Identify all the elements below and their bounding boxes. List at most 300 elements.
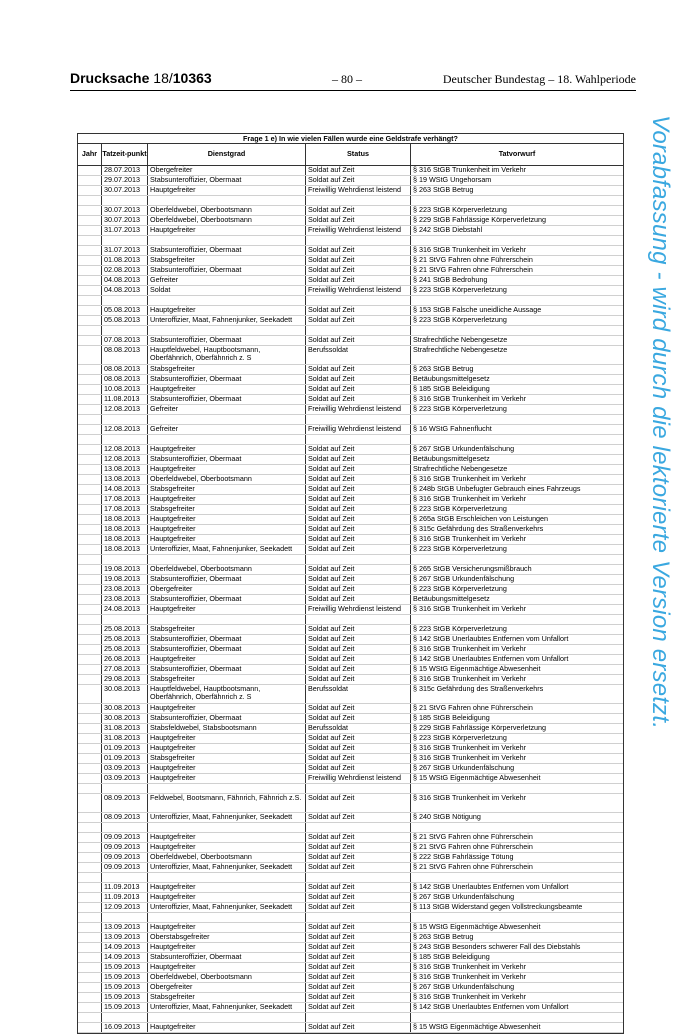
- cell-tatvorwurf: Betäubungsmittelgesetz: [413, 595, 490, 603]
- table-row: [78, 445, 623, 455]
- cell-dienstgrad: [148, 196, 306, 205]
- cell-dienstgrad: Hauptgefreiter: [148, 704, 306, 713]
- cell-tatzeitpunkt: [102, 873, 148, 882]
- header-rule: [70, 90, 636, 91]
- cell-status: Soldat auf Zeit: [306, 595, 411, 604]
- cell-tatzeitpunkt: 12.08.2013: [102, 405, 148, 414]
- cell-dienstgrad: Hauptgefreiter: [148, 734, 306, 743]
- table-row: [78, 276, 623, 286]
- cell-tatvorwurf: [411, 236, 623, 245]
- column-header-dienstgrad: Dienstgrad: [148, 144, 306, 165]
- cell-jahr: [78, 595, 102, 604]
- table-row: [78, 704, 623, 714]
- table-row: [78, 853, 623, 863]
- cell-dienstgrad: [148, 873, 306, 882]
- table-row: [78, 236, 623, 246]
- cell-tatzeitpunkt: 08.09.2013: [102, 794, 148, 812]
- cell-tatzeitpunkt: 12.08.2013: [102, 445, 148, 454]
- table-row: [78, 575, 623, 585]
- cell-jahr: [78, 505, 102, 514]
- cell-status: Soldat auf Zeit: [306, 166, 411, 175]
- table-row: [78, 585, 623, 595]
- cell-status: Soldat auf Zeit: [306, 1023, 411, 1032]
- cell-tatzeitpunkt: 05.08.2013: [102, 316, 148, 325]
- cell-status: Soldat auf Zeit: [306, 505, 411, 514]
- cell-tatvorwurf: § 223 StGB Körperverletzung: [413, 505, 507, 513]
- cell-status: Soldat auf Zeit: [306, 445, 411, 454]
- cell-dienstgrad: [148, 1013, 306, 1022]
- cell-status: [306, 236, 411, 245]
- watermark-text: Vorabfassung - wird durch die lektorierte Version ersetzt.: [647, 115, 674, 730]
- cell-tatzeitpunkt: 08.09.2013: [102, 813, 148, 822]
- cell-tatvorwurf: § 316 StGB Trunkenheit im Verkehr: [413, 495, 527, 503]
- table-row: [78, 515, 623, 525]
- table-row: [78, 993, 623, 1003]
- cell-jahr: [78, 843, 102, 852]
- table-row: [78, 983, 623, 993]
- cell-jahr: [78, 246, 102, 255]
- cell-jahr: [78, 903, 102, 912]
- cell-dienstgrad: Hauptgefreiter: [148, 923, 306, 932]
- cell-jahr: [78, 166, 102, 175]
- cell-tatvorwurf: § 223 StGB Körperverletzung: [413, 286, 507, 294]
- cell-dienstgrad: Hauptgefreiter: [148, 465, 306, 474]
- cell-dienstgrad: Gefreiter: [148, 425, 306, 434]
- page-number: – 80 –: [332, 72, 362, 86]
- cell-tatzeitpunkt: [102, 296, 148, 305]
- cell-tatvorwurf: [411, 296, 623, 305]
- cell-tatvorwurf: [411, 196, 623, 205]
- cell-status: Berufssoldat: [306, 346, 411, 364]
- cell-status: Soldat auf Zeit: [306, 993, 411, 1002]
- cell-tatvorwurf: [411, 873, 623, 882]
- table-row: [78, 933, 623, 943]
- cell-dienstgrad: Hauptgefreiter: [148, 605, 306, 614]
- cell-dienstgrad: Hauptgefreiter: [148, 963, 306, 972]
- cell-jahr: [78, 316, 102, 325]
- cell-dienstgrad: [148, 326, 306, 335]
- cell-tatvorwurf: [411, 415, 623, 424]
- cell-dienstgrad: Stabsfeldwebel, Stabsbootsmann: [148, 724, 306, 733]
- table-row: [78, 346, 623, 365]
- cell-jahr: [78, 923, 102, 932]
- cell-tatzeitpunkt: 30.08.2013: [102, 704, 148, 713]
- table-row: [78, 883, 623, 893]
- cell-tatvorwurf: § 229 StGB Fahrlässige Körperverletzung: [413, 216, 547, 224]
- cell-tatzeitpunkt: 27.08.2013: [102, 665, 148, 674]
- table-row: [78, 794, 623, 813]
- cell-tatvorwurf: § 21 StVG Fahren ohne Führerschein: [413, 843, 533, 851]
- cell-tatzeitpunkt: 11.08.2013: [102, 395, 148, 404]
- cell-jahr: [78, 635, 102, 644]
- cell-tatvorwurf: [411, 1013, 623, 1022]
- cell-status: [306, 196, 411, 205]
- cell-jahr: [78, 823, 102, 832]
- cell-tatzeitpunkt: [102, 823, 148, 832]
- cell-tatzeitpunkt: 31.07.2013: [102, 226, 148, 235]
- cell-status: Berufssoldat: [306, 685, 411, 703]
- cell-tatvorwurf: § 223 StGB Körperverletzung: [413, 625, 507, 633]
- cell-jahr: [78, 963, 102, 972]
- cell-tatzeitpunkt: 15.09.2013: [102, 993, 148, 1002]
- cell-dienstgrad: Unteroffizier, Maat, Fahnenjunker, Seekadett: [148, 545, 306, 554]
- cell-jahr: [78, 625, 102, 634]
- cell-dienstgrad: Hauptgefreiter: [148, 385, 306, 394]
- cell-jahr: [78, 296, 102, 305]
- cell-tatzeitpunkt: 14.09.2013: [102, 943, 148, 952]
- table-title: Frage 1 e) In wie vielen Fällen wurde eine Geldstrafe verhängt?: [78, 134, 623, 144]
- cell-status: Soldat auf Zeit: [306, 266, 411, 275]
- cell-jahr: [78, 336, 102, 345]
- cell-jahr: [78, 445, 102, 454]
- cell-dienstgrad: Stabsunteroffizier, Obermaat: [148, 635, 306, 644]
- cell-tatzeitpunkt: 08.08.2013: [102, 365, 148, 374]
- cell-status: Freiwillig Wehrdienst leistend: [306, 226, 411, 235]
- cell-dienstgrad: Hauptgefreiter: [148, 744, 306, 753]
- cell-jahr: [78, 813, 102, 822]
- cell-jahr: [78, 665, 102, 674]
- cell-dienstgrad: Hauptgefreiter: [148, 226, 306, 235]
- table-row: [78, 196, 623, 206]
- table-row: [78, 744, 623, 754]
- cell-tatzeitpunkt: 18.08.2013: [102, 535, 148, 544]
- table-row: [78, 675, 623, 685]
- table-row: [78, 863, 623, 873]
- cell-status: [306, 1013, 411, 1022]
- cell-tatvorwurf: [411, 823, 623, 832]
- cell-dienstgrad: [148, 784, 306, 793]
- cell-dienstgrad: Oberfeldwebel, Oberbootsmann: [148, 973, 306, 982]
- cell-tatzeitpunkt: 28.07.2013: [102, 166, 148, 175]
- table-row: [78, 375, 623, 385]
- cell-tatzeitpunkt: 08.08.2013: [102, 346, 148, 364]
- table-row: [78, 635, 623, 645]
- table-row: [78, 365, 623, 375]
- cell-dienstgrad: Oberfeldwebel, Oberbootsmann: [148, 853, 306, 862]
- cell-tatzeitpunkt: 09.09.2013: [102, 843, 148, 852]
- cell-dienstgrad: Hauptfeldwebel, Hauptbootsmann, Oberfähnrich, Oberfähnrich z. S: [148, 685, 306, 703]
- cell-jahr: [78, 833, 102, 842]
- cell-dienstgrad: Unteroffizier, Maat, Fahnenjunker, Seekadett: [148, 903, 306, 912]
- cell-tatzeitpunkt: 03.09.2013: [102, 764, 148, 773]
- cell-tatvorwurf: § 16 WStG Fahnenflucht: [413, 425, 492, 433]
- cell-tatvorwurf: § 267 StGB Urkundenfälschung: [413, 445, 515, 453]
- cell-tatvorwurf: Strafrechtliche Nebengesetze: [413, 336, 508, 344]
- cell-dienstgrad: Gefreiter: [148, 405, 306, 414]
- cell-status: Soldat auf Zeit: [306, 883, 411, 892]
- table-row: [78, 385, 623, 395]
- cell-status: Soldat auf Zeit: [306, 375, 411, 384]
- cell-jahr: [78, 953, 102, 962]
- cell-tatvorwurf: § 316 StGB Trunkenheit im Verkehr: [413, 166, 527, 174]
- cell-dienstgrad: Stabsunteroffizier, Obermaat: [148, 595, 306, 604]
- cell-dienstgrad: Hauptgefreiter: [148, 655, 306, 664]
- cell-dienstgrad: Soldat: [148, 286, 306, 295]
- cell-dienstgrad: Obergefreiter: [148, 166, 306, 175]
- cell-tatvorwurf: § 21 StVG Fahren ohne Führerschein: [413, 833, 533, 841]
- cell-tatvorwurf: § 263 StGB Betrug: [413, 186, 474, 194]
- cell-tatvorwurf: [411, 784, 623, 793]
- cell-tatzeitpunkt: 23.08.2013: [102, 595, 148, 604]
- cell-tatzeitpunkt: 12.08.2013: [102, 425, 148, 434]
- table-row: [78, 764, 623, 774]
- cell-tatvorwurf: § 223 StGB Körperverletzung: [413, 545, 507, 553]
- cell-tatzeitpunkt: 25.08.2013: [102, 635, 148, 644]
- cell-jahr: [78, 196, 102, 205]
- cell-status: Soldat auf Zeit: [306, 365, 411, 374]
- cell-jahr: [78, 256, 102, 265]
- cell-tatvorwurf: § 223 StGB Körperverletzung: [413, 206, 507, 214]
- cell-tatvorwurf: § 263 StGB Betrug: [413, 933, 474, 941]
- cell-jahr: [78, 983, 102, 992]
- cell-tatvorwurf: § 265 StGB Versicherungsmißbrauch: [413, 565, 532, 573]
- cell-dienstgrad: Stabsgefreiter: [148, 993, 306, 1002]
- cell-dienstgrad: Stabsgefreiter: [148, 675, 306, 684]
- cell-status: Soldat auf Zeit: [306, 973, 411, 982]
- cell-dienstgrad: Hauptgefreiter: [148, 774, 306, 783]
- cell-jahr: [78, 615, 102, 624]
- cell-tatvorwurf: § 15 WStG Eigenmächtige Abwesenheit: [413, 665, 541, 673]
- cell-tatvorwurf: § 267 StGB Urkundenfälschung: [413, 764, 515, 772]
- cell-jahr: [78, 794, 102, 812]
- cell-status: Soldat auf Zeit: [306, 535, 411, 544]
- cell-jahr: [78, 1003, 102, 1012]
- cell-tatzeitpunkt: 30.07.2013: [102, 216, 148, 225]
- cell-dienstgrad: Stabsunteroffizier, Obermaat: [148, 266, 306, 275]
- column-header-jahr: Jahr: [78, 144, 102, 165]
- cell-tatzeitpunkt: 14.08.2013: [102, 485, 148, 494]
- table-row: [78, 296, 623, 306]
- cell-jahr: [78, 863, 102, 872]
- cell-jahr: [78, 306, 102, 315]
- cell-tatzeitpunkt: [102, 435, 148, 444]
- cell-tatzeitpunkt: 30.08.2013: [102, 714, 148, 723]
- cell-tatzeitpunkt: 31.08.2013: [102, 724, 148, 733]
- cell-status: Soldat auf Zeit: [306, 943, 411, 952]
- cell-status: Soldat auf Zeit: [306, 714, 411, 723]
- cell-status: [306, 555, 411, 564]
- cell-jahr: [78, 724, 102, 733]
- cell-tatzeitpunkt: 17.08.2013: [102, 495, 148, 504]
- table-row: [78, 1023, 623, 1033]
- cell-jahr: [78, 276, 102, 285]
- cell-tatzeitpunkt: 07.08.2013: [102, 336, 148, 345]
- cell-status: Soldat auf Zeit: [306, 635, 411, 644]
- cell-dienstgrad: Hauptgefreiter: [148, 186, 306, 195]
- table-row: [78, 206, 623, 216]
- cell-tatvorwurf: § 21 StVG Fahren ohne Führerschein: [413, 256, 533, 264]
- cell-jahr: [78, 734, 102, 743]
- cell-tatzeitpunkt: 09.09.2013: [102, 853, 148, 862]
- table-row: [78, 1003, 623, 1013]
- table-row: [78, 535, 623, 545]
- table-row: [78, 256, 623, 266]
- cell-tatzeitpunkt: 18.08.2013: [102, 525, 148, 534]
- cell-jahr: [78, 455, 102, 464]
- cell-jahr: [78, 675, 102, 684]
- cell-dienstgrad: [148, 615, 306, 624]
- cell-jahr: [78, 176, 102, 185]
- cell-status: Soldat auf Zeit: [306, 256, 411, 265]
- cell-status: [306, 435, 411, 444]
- cell-tatzeitpunkt: 13.08.2013: [102, 465, 148, 474]
- cell-status: Soldat auf Zeit: [306, 813, 411, 822]
- table-row: [78, 823, 623, 833]
- table-row: [78, 685, 623, 704]
- cell-tatzeitpunkt: 15.09.2013: [102, 963, 148, 972]
- column-header-status: Status: [306, 144, 411, 165]
- table-row: [78, 963, 623, 973]
- column-header-tatzeitpunkt: Tatzeit-punkt: [102, 144, 148, 165]
- cell-dienstgrad: Stabsgefreiter: [148, 485, 306, 494]
- cell-tatzeitpunkt: 19.08.2013: [102, 575, 148, 584]
- cell-tatvorwurf: § 153 StGB Falsche uneidliche Aussage: [413, 306, 542, 314]
- page-header: [70, 68, 636, 90]
- cell-jahr: [78, 774, 102, 783]
- cell-jahr: [78, 883, 102, 892]
- document-label: Drucksache: [70, 70, 150, 86]
- cell-dienstgrad: Hauptgefreiter: [148, 843, 306, 852]
- cell-status: [306, 615, 411, 624]
- parliament-label: Deutscher Bundestag – 18. Wahlperiode: [442, 72, 636, 86]
- cell-status: Soldat auf Zeit: [306, 903, 411, 912]
- cell-dienstgrad: Oberfeldwebel, Oberbootsmann: [148, 206, 306, 215]
- cell-dienstgrad: [148, 823, 306, 832]
- cell-status: Soldat auf Zeit: [306, 565, 411, 574]
- cell-dienstgrad: Unteroffizier, Maat, Fahnenjunker, Seekadett: [148, 863, 306, 872]
- cell-tatzeitpunkt: 18.08.2013: [102, 515, 148, 524]
- cell-jahr: [78, 475, 102, 484]
- cell-tatzeitpunkt: 04.08.2013: [102, 276, 148, 285]
- cell-status: Soldat auf Zeit: [306, 655, 411, 664]
- cell-dienstgrad: Hauptgefreiter: [148, 445, 306, 454]
- cell-status: Soldat auf Zeit: [306, 833, 411, 842]
- cell-tatvorwurf: § 315c Gefährdung des Straßenverkehrs: [413, 685, 544, 693]
- cell-jahr: [78, 236, 102, 245]
- table-row: [78, 216, 623, 226]
- cell-dienstgrad: Hauptgefreiter: [148, 943, 306, 952]
- cell-dienstgrad: Oberstabsgefreiter: [148, 933, 306, 942]
- cell-status: Soldat auf Zeit: [306, 893, 411, 902]
- table-row: [78, 395, 623, 405]
- table-header: [78, 144, 623, 166]
- cell-status: Soldat auf Zeit: [306, 645, 411, 654]
- cell-status: Soldat auf Zeit: [306, 1003, 411, 1012]
- cell-tatzeitpunkt: 30.07.2013: [102, 186, 148, 195]
- table-row: [78, 475, 623, 485]
- cell-tatzeitpunkt: [102, 196, 148, 205]
- table-row: [78, 246, 623, 256]
- cell-tatzeitpunkt: 01.08.2013: [102, 256, 148, 265]
- cell-tatzeitpunkt: 12.08.2013: [102, 455, 148, 464]
- cell-status: Soldat auf Zeit: [306, 734, 411, 743]
- cell-tatvorwurf: § 21 StVG Fahren ohne Führerschein: [413, 704, 533, 712]
- cell-tatzeitpunkt: [102, 784, 148, 793]
- cell-tatvorwurf: § 15 WStG Eigenmächtige Abwesenheit: [413, 923, 541, 931]
- cell-tatzeitpunkt: 05.08.2013: [102, 306, 148, 315]
- cell-tatzeitpunkt: 16.09.2013: [102, 1023, 148, 1032]
- table-row: [78, 953, 623, 963]
- cell-status: [306, 823, 411, 832]
- table-row: [78, 833, 623, 843]
- table-row: [78, 226, 623, 236]
- cell-jahr: [78, 764, 102, 773]
- cell-tatvorwurf: § 316 StGB Trunkenheit im Verkehr: [413, 645, 527, 653]
- table-row: [78, 873, 623, 883]
- cell-jahr: [78, 326, 102, 335]
- cell-tatvorwurf: [411, 913, 623, 922]
- cell-tatvorwurf: § 242 StGB Diebstahl: [413, 226, 483, 234]
- cell-tatvorwurf: § 315c Gefährdung des Straßenverkehrs: [413, 525, 544, 533]
- cell-tatvorwurf: [411, 555, 623, 564]
- cell-status: Freiwillig Wehrdienst leistend: [306, 425, 411, 434]
- cell-jahr: [78, 1023, 102, 1032]
- cell-jahr: [78, 405, 102, 414]
- cell-jahr: [78, 754, 102, 763]
- cell-status: Soldat auf Zeit: [306, 575, 411, 584]
- cell-status: Soldat auf Zeit: [306, 216, 411, 225]
- cell-tatzeitpunkt: 17.08.2013: [102, 505, 148, 514]
- cell-tatvorwurf: § 316 StGB Trunkenheit im Verkehr: [413, 246, 527, 254]
- cell-status: Soldat auf Zeit: [306, 336, 411, 345]
- cell-dienstgrad: Stabsgefreiter: [148, 505, 306, 514]
- cell-dienstgrad: Stabsunteroffizier, Obermaat: [148, 246, 306, 255]
- cell-tatzeitpunkt: 30.08.2013: [102, 685, 148, 703]
- table-row: [78, 784, 623, 794]
- cell-tatzeitpunkt: 29.07.2013: [102, 176, 148, 185]
- cell-tatvorwurf: § 316 StGB Trunkenheit im Verkehr: [413, 395, 527, 403]
- table-row: [78, 595, 623, 605]
- cell-status: [306, 784, 411, 793]
- cell-dienstgrad: [148, 415, 306, 424]
- table-row: [78, 425, 623, 435]
- cell-dienstgrad: Hauptgefreiter: [148, 495, 306, 504]
- cell-status: Soldat auf Zeit: [306, 585, 411, 594]
- cell-tatvorwurf: Betäubungsmittelgesetz: [413, 455, 490, 463]
- cell-status: Soldat auf Zeit: [306, 923, 411, 932]
- cell-tatvorwurf: § 229 StGB Fahrlässige Körperverletzung: [413, 724, 547, 732]
- cell-dienstgrad: Stabsunteroffizier, Obermaat: [148, 714, 306, 723]
- cell-jahr: [78, 425, 102, 434]
- cell-status: Soldat auf Zeit: [306, 675, 411, 684]
- table-row: [78, 435, 623, 445]
- cell-jahr: [78, 485, 102, 494]
- cell-tatvorwurf: § 113 StGB Widerstand gegen Vollstreckungsbeamte: [413, 903, 583, 911]
- cell-tatzeitpunkt: 09.09.2013: [102, 833, 148, 842]
- cell-dienstgrad: Stabsunteroffizier, Obermaat: [148, 455, 306, 464]
- cell-tatvorwurf: [411, 435, 623, 444]
- cell-status: [306, 326, 411, 335]
- cell-dienstgrad: Oberfeldwebel, Oberbootsmann: [148, 475, 306, 484]
- cell-tatvorwurf: § 223 StGB Körperverletzung: [413, 585, 507, 593]
- cell-tatzeitpunkt: 31.08.2013: [102, 734, 148, 743]
- cell-tatvorwurf: § 316 StGB Trunkenheit im Verkehr: [413, 605, 527, 613]
- cell-status: Freiwillig Wehrdienst leistend: [306, 405, 411, 414]
- cell-tatvorwurf: § 316 StGB Trunkenheit im Verkehr: [413, 963, 527, 971]
- cell-jahr: [78, 385, 102, 394]
- cell-jahr: [78, 913, 102, 922]
- cell-status: Soldat auf Zeit: [306, 495, 411, 504]
- cell-tatzeitpunkt: 10.08.2013: [102, 385, 148, 394]
- table-row: [78, 714, 623, 724]
- cell-status: Soldat auf Zeit: [306, 963, 411, 972]
- cell-tatvorwurf: § 142 StGB Unerlaubtes Entfernen vom Unfallort: [413, 655, 569, 663]
- cell-dienstgrad: Hauptgefreiter: [148, 525, 306, 534]
- column-header-tatvorwurf: Tatvorwurf: [498, 149, 536, 159]
- cell-tatzeitpunkt: [102, 913, 148, 922]
- cell-jahr: [78, 585, 102, 594]
- table-row: [78, 525, 623, 535]
